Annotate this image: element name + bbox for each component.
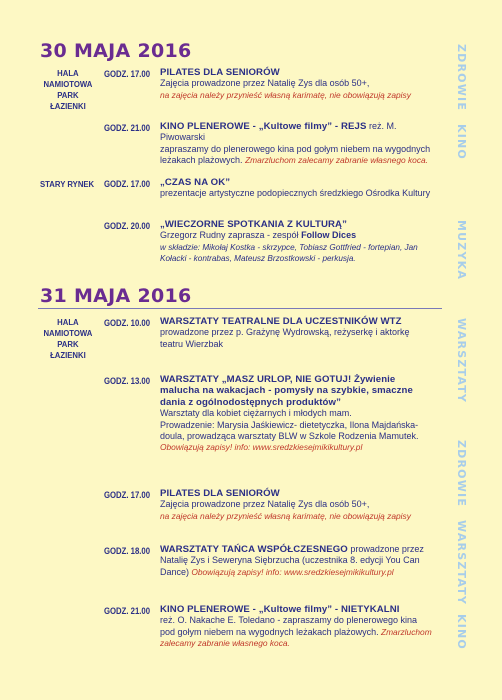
event-title: WARSZTATY TEATRALNE DLA UCZESTNIKÓW WTZ — [160, 316, 402, 327]
event-title: „CZAS NA OK” — [160, 177, 231, 188]
category-label-kino: KINO — [455, 614, 468, 650]
event-time: GODZ. 10.00 — [104, 318, 151, 328]
event-title: PILATES DLA SENIORÓW — [160, 67, 280, 78]
event-hosts: Prowadzenie: Marysia Jaśkiewicz- dietetyczka, Ilona Majdańska-doula, prowadząca warsztaty BLW w Szkole Rodzenia Mamutek. — [160, 419, 419, 442]
category-label-warsztaty: WARSZTATY — [455, 318, 468, 404]
event-description: Warsztaty dla kobiet ciężarnych i młodych mam. — [160, 408, 352, 419]
event-warsztaty-teatralne — [160, 316, 432, 350]
event-note: Obowiązują zapisy! info: www.sredzkiesejmikikultury.pl — [160, 442, 363, 453]
event-kino-rejs — [160, 121, 432, 167]
event-time: GODZ. 21.00 — [104, 606, 151, 616]
event-pilates-2 — [160, 488, 432, 522]
event-description: Natalię Zys i Seweryna Siębrzucha (uczestnika 8. edycji You Can Dance) — [160, 555, 420, 577]
category-label-muzyka: MUZYKA — [455, 220, 468, 281]
event-pilates-1 — [160, 67, 432, 101]
event-time: GODZ. 20.00 — [104, 221, 151, 231]
event-note: Zmarzluchom zalecamy zabranie własnego koca. — [245, 155, 428, 166]
event-description: prowadzone przez p. Grażynę Wydrowską, reżyserkę i aktorkę teatru Wierzbak — [160, 327, 410, 349]
event-warsztaty-tanca — [160, 544, 432, 578]
day-title-31-may: 31 MAJA 2016 — [40, 285, 192, 307]
venue-stary-rynek: STARY RYNEK — [40, 179, 95, 189]
event-title: „WIECZORNE SPOTKANIA Z KULTURĄ” — [160, 219, 347, 230]
event-description: Zajęcia prowadzone przez Natalię Zys dla osób 50+, — [160, 78, 370, 89]
event-director: reż. M. Piwowarski — [160, 121, 397, 143]
event-title: KINO PLENEROWE - „Kultowe filmy” - NIETYKALNI — [160, 604, 400, 615]
event-description: reż. O. Nakache E. Toledano - zapraszamy do plenerowego kina pod gołym niebem na wygodnych leżakach plażowych. — [160, 615, 417, 637]
event-time: GODZ. 17.00 — [104, 490, 151, 500]
event-wieczorne-spotkania — [160, 219, 432, 265]
category-label-zdrowie: ZDROWIE — [455, 440, 468, 508]
event-time: GODZ. 21.00 — [104, 123, 151, 133]
divider — [38, 308, 442, 309]
venue-line: PARK ŁAZIENKI — [50, 339, 86, 360]
category-label-kino: KINO — [455, 124, 468, 160]
event-time: GODZ. 17.00 — [104, 179, 151, 189]
event-time: GODZ. 13.00 — [104, 376, 151, 386]
band-lineup: w składzie: Mikołaj Kostka - skrzypce, Tobiasz Gottfried - fortepian, Jan Kołacki - kontrabas, Mateusz Brzostkowski - perkusja. — [160, 242, 418, 264]
event-masz-urlop — [160, 374, 432, 454]
event-note: na zajęcia należy przynieść własną karimatę, nie obowiązują zapisy — [160, 89, 411, 100]
event-title: WARSZTATY „MASZ URLOP, NIE GOTUJ! Żywienie malucha na wakacjach - pomysły na szybkie, smaczne dania z ogólnodostępnych produktów” — [160, 374, 413, 408]
venue-line: PARK ŁAZIENKI — [50, 90, 86, 111]
day-title-30-may: 30 MAJA 2016 — [40, 40, 192, 62]
event-time: GODZ. 18.00 — [104, 546, 151, 556]
venue-line: NAMIOTOWA — [43, 328, 93, 338]
event-note: na zajęcia należy przynieść własną karimatę, nie obowiązują zapisy — [160, 510, 411, 521]
event-title: KINO PLENEROWE - „Kultowe filmy” - REJS — [160, 121, 367, 132]
venue-hala-namiotowa — [40, 317, 96, 361]
event-note: Zmarzluchom zalecamy zabranie własnego koca. — [160, 626, 432, 649]
event-description: Grzegorz Rudny zaprasza - zespół — [160, 230, 299, 241]
category-label-zdrowie: ZDROWIE — [455, 44, 468, 112]
event-kino-nietykalni — [160, 604, 432, 650]
venue-line: HALA — [57, 317, 79, 327]
venue-line: HALA — [57, 68, 79, 78]
event-title: PILATES DLA SENIORÓW — [160, 488, 280, 499]
event-note: Obowiązują zapisy! info: www.sredzkiesejmikikultury.pl — [189, 566, 394, 577]
event-title: WARSZTATY TAŃCA WSPÓŁCZESNEGO — [160, 544, 348, 555]
venue-hala-namiotowa — [40, 68, 96, 112]
event-time: GODZ. 17.00 — [104, 69, 151, 79]
event-title-rest: prowadzone przez — [347, 544, 424, 554]
band-name: Follow Dices — [298, 230, 357, 241]
event-description: prezentacje artystyczne podopiecznych średzkiego Ośrodka Kultury — [160, 188, 431, 199]
category-label-warsztaty: WARSZTATY — [455, 520, 468, 606]
event-description: zapraszamy do plenerowego kina pod gołym niebem na wygodnych leżakach plażowych. — [160, 143, 431, 166]
venue-line: NAMIOTOWA — [43, 79, 93, 89]
event-description: Zajęcia prowadzone przez Natalię Zys dla osób 50+, — [160, 499, 370, 510]
event-czas-na-ok — [160, 177, 432, 200]
